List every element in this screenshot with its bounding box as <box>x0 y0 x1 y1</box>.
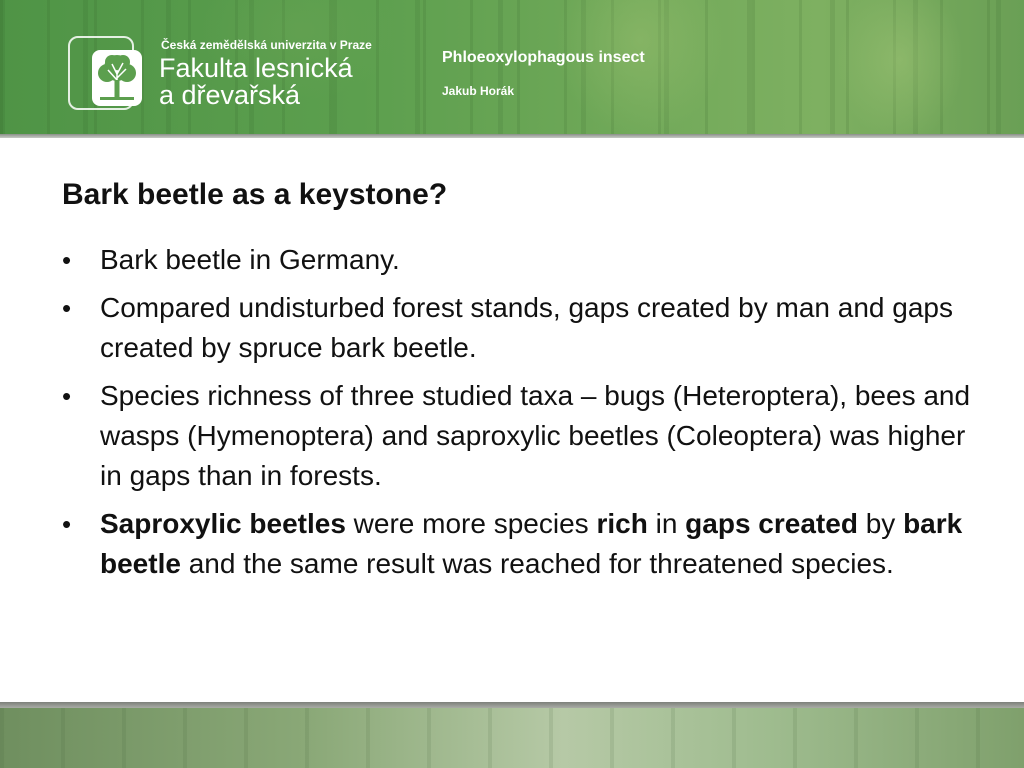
bullet-dot: • <box>62 293 72 323</box>
bold-text: Saproxylic beetles <box>100 508 346 539</box>
bullet-text: Bark beetle in Germany. <box>100 244 400 275</box>
faculty-name-line2: a dřevařská <box>159 80 301 110</box>
bullet-text: Species richness of three studied taxa – bugs (Heteroptera), bees and wasps (Hymenoptera) and saproxylic beetles (Coleoptera) was higher in gaps than in forests. <box>100 380 971 491</box>
bullet-list <box>62 240 982 592</box>
bullet-item <box>62 288 982 368</box>
university-name: Česká zemědělská univerzita v Praze <box>161 38 372 52</box>
bullet-text: Compared undisturbed forest stands, gaps created by man and gaps created by spruce bark beetle. <box>100 292 953 363</box>
course-title: Phloeoxylophagous insect <box>442 49 645 66</box>
faculty-name-line1: Fakulta lesnická <box>159 53 353 83</box>
bullet-text <box>100 508 962 579</box>
bullet-text-part: were more species <box>345 508 597 539</box>
bullet-item <box>62 504 982 584</box>
bullet-dot: • <box>62 509 72 539</box>
footer-band <box>0 702 1024 768</box>
slide-title: Bark beetle as a keystone? <box>62 178 448 211</box>
bold-text: bark beetle <box>100 508 963 579</box>
bold-text: gaps created <box>685 508 858 539</box>
bullet-item <box>62 376 982 496</box>
bullet-dot: • <box>62 245 72 275</box>
bullet-text-part: in <box>647 508 686 539</box>
tree-icon <box>86 46 146 110</box>
bullet-text-part: by <box>857 508 904 539</box>
header-banner <box>0 0 1024 138</box>
bullet-item <box>62 240 982 280</box>
author-name: Jakub Horák <box>442 84 515 98</box>
bullet-text-part: and the same result was reached for threatened species. <box>180 548 894 579</box>
bullet-dot: • <box>62 381 72 411</box>
bold-text: rich <box>596 508 648 539</box>
